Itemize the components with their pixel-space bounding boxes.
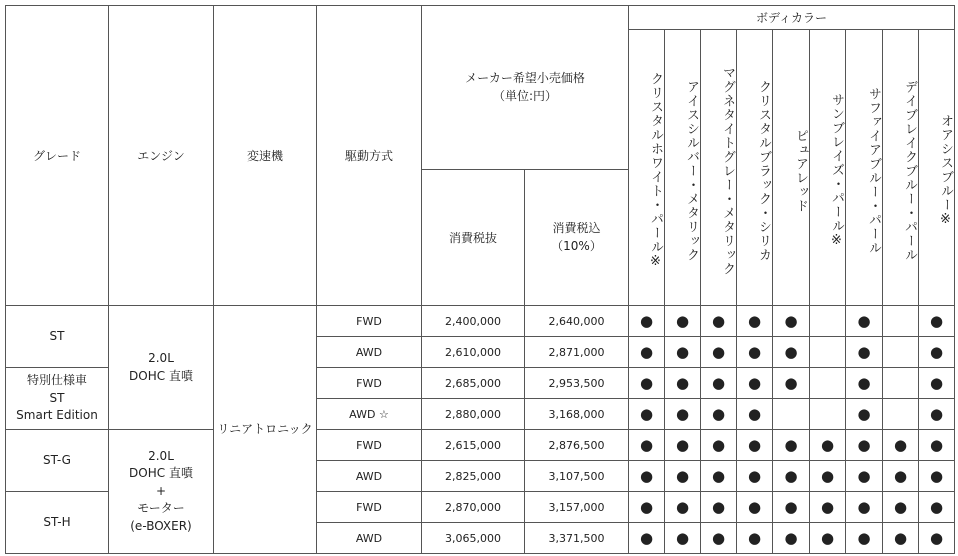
grade-st: ST (6, 306, 109, 368)
price-ex-tax-cell: 2,685,000 (422, 368, 525, 399)
available-mark: ● (737, 523, 773, 554)
price-in-tax-cell: 3,107,500 (525, 461, 629, 492)
header-body-color: ボディカラー (629, 6, 955, 30)
available-mark: ● (701, 399, 737, 430)
available-mark: ● (701, 430, 737, 461)
available-mark: ● (629, 399, 665, 430)
available-mark: ● (665, 430, 701, 461)
price-ex-tax-cell: 2,825,000 (422, 461, 525, 492)
available-mark: ● (810, 430, 846, 461)
available-mark: ● (919, 368, 955, 399)
available-mark: ● (629, 492, 665, 523)
color-cell-empty (883, 399, 919, 430)
available-mark: ● (846, 337, 883, 368)
available-mark: ● (629, 430, 665, 461)
available-mark: ● (665, 368, 701, 399)
color-header: クリスタルホワイト・パール※ (629, 30, 665, 306)
price-in-tax-cell: 3,157,000 (525, 492, 629, 523)
color-cell-empty (773, 399, 810, 430)
color-header: サファイアブルー・パール (846, 30, 883, 306)
available-mark: ● (846, 306, 883, 337)
available-mark: ● (919, 399, 955, 430)
available-mark: ● (701, 368, 737, 399)
available-mark: ● (810, 492, 846, 523)
available-mark: ● (773, 306, 810, 337)
available-mark: ● (701, 492, 737, 523)
color-header: ピュアレッド (773, 30, 810, 306)
grade-st-smart-edition: 特別仕様車 ST Smart Edition (6, 368, 109, 430)
available-mark: ● (737, 492, 773, 523)
available-mark: ● (773, 461, 810, 492)
available-mark: ● (919, 492, 955, 523)
available-mark: ● (737, 430, 773, 461)
available-mark: ● (701, 461, 737, 492)
available-mark: ● (629, 368, 665, 399)
color-header: デイブレイクブルー・パール (883, 30, 919, 306)
available-mark: ● (846, 461, 883, 492)
header-drive: 駆動方式 (317, 6, 422, 306)
drive-cell: FWD (317, 430, 422, 461)
available-mark: ● (883, 430, 919, 461)
drive-cell: AWD (317, 337, 422, 368)
available-mark: ● (629, 337, 665, 368)
available-mark: ● (773, 430, 810, 461)
color-header: アイスシルバー・メタリック (665, 30, 701, 306)
drive-cell: AWD (317, 461, 422, 492)
price-in-tax-cell: 2,871,000 (525, 337, 629, 368)
price-ex-tax-cell: 2,615,000 (422, 430, 525, 461)
available-mark: ● (846, 368, 883, 399)
transmission: リニアトロニック (214, 306, 317, 554)
available-mark: ● (665, 523, 701, 554)
price-in-tax-cell: 2,876,500 (525, 430, 629, 461)
available-mark: ● (810, 523, 846, 554)
available-mark: ● (737, 461, 773, 492)
header-engine: エンジン (109, 6, 214, 306)
price-in-tax-cell: 3,371,500 (525, 523, 629, 554)
available-mark: ● (846, 399, 883, 430)
header-transmission: 変速機 (214, 6, 317, 306)
available-mark: ● (919, 430, 955, 461)
price-ex-tax-cell: 3,065,000 (422, 523, 525, 554)
drive-cell: FWD (317, 306, 422, 337)
available-mark: ● (846, 430, 883, 461)
price-in-tax-cell: 2,640,000 (525, 306, 629, 337)
available-mark: ● (883, 492, 919, 523)
available-mark: ● (919, 337, 955, 368)
available-mark: ● (665, 492, 701, 523)
available-mark: ● (665, 337, 701, 368)
drive-cell: AWD (317, 523, 422, 554)
color-cell-empty (810, 399, 846, 430)
color-cell-empty (883, 368, 919, 399)
available-mark: ● (737, 368, 773, 399)
header-price-ex-tax: 消費税抜 (422, 170, 525, 306)
available-mark: ● (810, 461, 846, 492)
grade-st-g: ST-G (6, 430, 109, 492)
available-mark: ● (773, 523, 810, 554)
header-price-in-tax: 消費税込 （10%） (525, 170, 629, 306)
available-mark: ● (629, 461, 665, 492)
color-cell-empty (810, 306, 846, 337)
available-mark: ● (773, 492, 810, 523)
price-ex-tax-cell: 2,880,000 (422, 399, 525, 430)
available-mark: ● (919, 523, 955, 554)
drive-cell: FWD (317, 368, 422, 399)
drive-cell: AWD ☆ (317, 399, 422, 430)
header-grade: グレード (6, 6, 109, 306)
available-mark: ● (883, 523, 919, 554)
price-in-tax-cell: 2,953,500 (525, 368, 629, 399)
available-mark: ● (665, 399, 701, 430)
available-mark: ● (629, 306, 665, 337)
available-mark: ● (773, 368, 810, 399)
available-mark: ● (846, 523, 883, 554)
price-ex-tax-cell: 2,870,000 (422, 492, 525, 523)
available-mark: ● (846, 492, 883, 523)
engine-e-boxer: 2.0L DOHC 直噴 + モーター (e-BOXER) (109, 430, 214, 554)
available-mark: ● (773, 337, 810, 368)
color-cell-empty (883, 337, 919, 368)
available-mark: ● (665, 461, 701, 492)
available-mark: ● (701, 523, 737, 554)
header-price: メーカー希望小売価格 （単位:円） (422, 6, 629, 170)
color-cell-empty (810, 337, 846, 368)
color-header: オアシスブルー※ (919, 30, 955, 306)
available-mark: ● (919, 461, 955, 492)
color-cell-empty (810, 368, 846, 399)
color-header: サンブレイズ・パール※ (810, 30, 846, 306)
color-header: マグネタイトグレー・メタリック (701, 30, 737, 306)
available-mark: ● (919, 306, 955, 337)
drive-cell: FWD (317, 492, 422, 523)
available-mark: ● (629, 523, 665, 554)
price-table (5, 5, 955, 554)
available-mark: ● (883, 461, 919, 492)
available-mark: ● (737, 337, 773, 368)
price-ex-tax-cell: 2,610,000 (422, 337, 525, 368)
color-header: クリスタルブラック・シリカ (737, 30, 773, 306)
available-mark: ● (737, 399, 773, 430)
available-mark: ● (701, 337, 737, 368)
available-mark: ● (737, 306, 773, 337)
price-ex-tax-cell: 2,400,000 (422, 306, 525, 337)
available-mark: ● (701, 306, 737, 337)
engine-gasoline: 2.0L DOHC 直噴 (109, 306, 214, 430)
price-in-tax-cell: 3,168,000 (525, 399, 629, 430)
table-row (6, 430, 955, 461)
table-row (6, 306, 955, 337)
available-mark: ● (665, 306, 701, 337)
grade-st-h: ST-H (6, 492, 109, 554)
color-cell-empty (883, 306, 919, 337)
